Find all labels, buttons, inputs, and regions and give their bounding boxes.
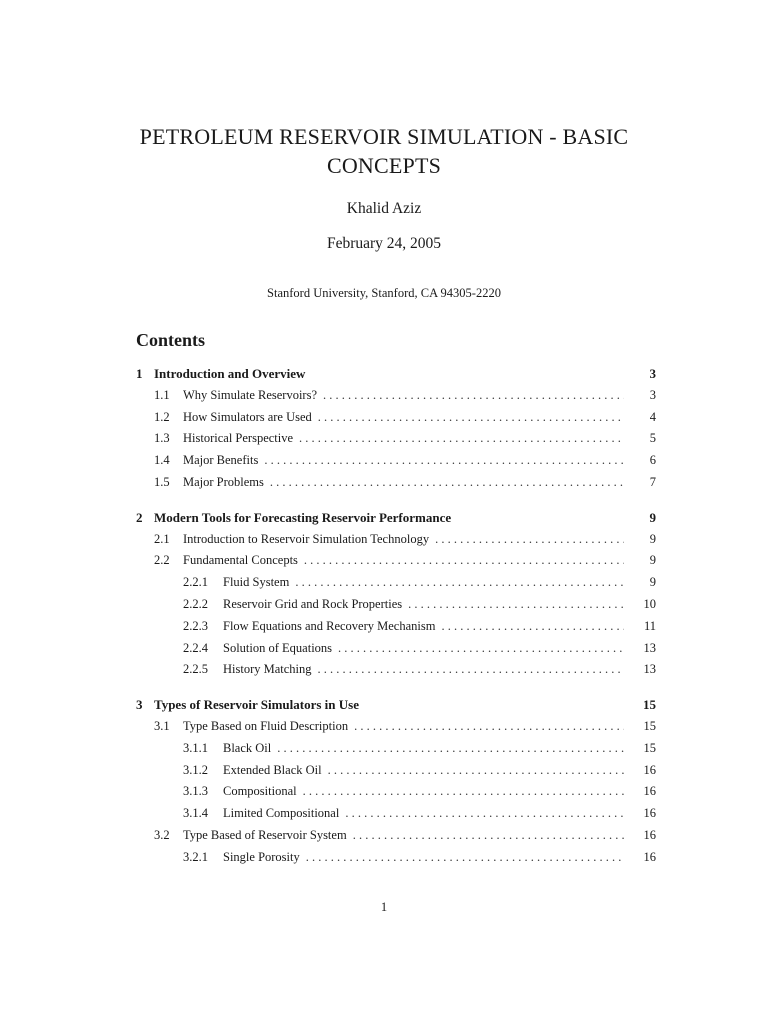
toc-entry-title: Modern Tools for Forecasting Reservoir Performance [154, 509, 452, 525]
toc-dot-leader [345, 806, 624, 821]
toc-entry-number: 1.1 [154, 387, 170, 402]
toc-entry-page: 15 [643, 697, 656, 713]
toc-entry-page: 13 [643, 640, 656, 655]
toc-entry-number: 2.2.1 [183, 575, 208, 590]
toc-entry-page: 16 [643, 784, 656, 799]
toc-section [136, 366, 656, 497]
toc-entry-number: 2.2.4 [183, 640, 208, 655]
toc-entry-title: Solution of Equations [223, 640, 333, 655]
toc-entry-page: 15 [643, 740, 656, 755]
toc-entry-number: 1.5 [154, 474, 170, 489]
toc-entry-page: 16 [643, 806, 656, 821]
toc-entry-page: 5 [649, 431, 656, 446]
title-line-2: CONCEPTS [326, 153, 442, 178]
toc-entry-page: 7 [649, 474, 656, 489]
toc-subsubsection-row[interactable] [136, 806, 656, 828]
toc-entry-number: 2.2.3 [183, 618, 208, 633]
toc-section [136, 510, 656, 684]
toc-dot-leader [441, 619, 624, 634]
toc-entry-title: Fundamental Concepts [183, 553, 298, 568]
toc-entry-title: Introduction to Reservoir Simulation Technology [183, 531, 430, 546]
toc-entry-page: 11 [643, 618, 656, 633]
toc-dot-leader [354, 719, 624, 734]
toc-entry-title: Fluid System [223, 575, 290, 590]
toc-entry-page: 9 [649, 531, 656, 546]
toc-subsection-row[interactable] [136, 532, 656, 554]
toc-entry-title: History Matching [223, 662, 312, 677]
toc-subsection-row[interactable] [136, 453, 656, 475]
toc-entry-number: 3.1.2 [183, 762, 208, 777]
title-line-1: PETROLEUM RESERVOIR SIMULATION - BASIC [139, 124, 629, 149]
toc-dot-leader [277, 741, 624, 756]
toc-entry-page: 16 [643, 849, 656, 864]
toc-entry-number: 3.1.1 [183, 740, 208, 755]
toc-entry-number: 3.1.4 [183, 806, 208, 821]
toc-entry-number: 2.2.2 [183, 596, 208, 611]
toc-dot-leader [304, 553, 624, 568]
author: Khalid Aziz [346, 200, 422, 217]
page-number: 1 [380, 900, 388, 914]
toc-subsubsection-row[interactable] [136, 763, 656, 785]
toc-subsection-row[interactable] [136, 553, 656, 575]
toc-entry-title: Flow Equations and Recovery Mechanism [223, 618, 436, 633]
toc-entry-title: Extended Black Oil [223, 762, 322, 777]
toc-subsubsection-row[interactable] [136, 741, 656, 763]
toc-entry-number: 1.4 [154, 453, 170, 468]
table-of-contents [136, 366, 656, 885]
toc-subsection-row[interactable] [136, 828, 656, 850]
toc-section-row[interactable] [136, 697, 656, 719]
toc-entry-page: 9 [649, 575, 656, 590]
toc-subsection-row[interactable] [136, 431, 656, 453]
toc-entry-number: 1.2 [154, 409, 170, 424]
toc-entry-title: Type Based of Reservoir System [183, 827, 347, 842]
date: February 24, 2005 [326, 235, 442, 252]
toc-entry-number: 3.2.1 [183, 849, 208, 864]
toc-dot-leader [295, 575, 624, 590]
toc-subsubsection-row[interactable] [136, 784, 656, 806]
toc-entry-page: 13 [643, 662, 656, 677]
toc-entry-page: 3 [649, 366, 656, 381]
toc-entry-page: 15 [643, 718, 656, 733]
toc-entry-title: Type Based on Fluid Description [183, 718, 349, 733]
affiliation: Stanford University, Stanford, CA 94305-2220 [267, 286, 501, 300]
toc-section [136, 697, 656, 871]
toc-subsection-row[interactable] [136, 410, 656, 432]
toc-dot-leader [323, 388, 624, 403]
toc-entry-page: 9 [649, 509, 656, 525]
toc-entry-number: 3.1 [154, 718, 170, 733]
toc-dot-leader [318, 662, 624, 677]
toc-dot-leader [435, 532, 624, 547]
toc-entry-title: Compositional [223, 784, 297, 799]
document-title [0, 122, 768, 180]
contents-heading: Contents [136, 330, 206, 350]
toc-entry-number: 3.1.3 [183, 784, 208, 799]
toc-entry-number: 1.3 [154, 431, 170, 446]
toc-dot-leader [303, 784, 624, 799]
toc-entry-number: 2 [136, 509, 143, 525]
toc-entry-title: Major Benefits [183, 453, 259, 468]
toc-entry-title: Types of Reservoir Simulators in Use [154, 697, 359, 713]
toc-entry-page: 16 [643, 827, 656, 842]
toc-dot-leader [306, 850, 624, 865]
toc-dot-leader [264, 453, 624, 468]
toc-subsubsection-row[interactable] [136, 575, 656, 597]
toc-entry-title: Major Problems [183, 474, 264, 489]
toc-subsubsection-row[interactable] [136, 597, 656, 619]
toc-dot-leader [338, 641, 624, 656]
toc-section-row[interactable] [136, 510, 656, 532]
toc-entry-page: 9 [649, 553, 656, 568]
toc-dot-leader [270, 475, 624, 490]
toc-entry-title: Why Simulate Reservoirs? [183, 387, 317, 402]
toc-entry-title: Single Porosity [223, 849, 300, 864]
toc-subsubsection-row[interactable] [136, 619, 656, 641]
toc-subsubsection-row[interactable] [136, 850, 656, 872]
toc-subsection-row[interactable] [136, 388, 656, 410]
toc-dot-leader [353, 828, 624, 843]
toc-entry-number: 2.1 [154, 531, 170, 546]
toc-entry-page: 6 [649, 453, 656, 468]
toc-entry-title: Reservoir Grid and Rock Properties [223, 596, 403, 611]
toc-section-row[interactable] [136, 366, 656, 388]
toc-entry-title: How Simulators are Used [183, 409, 312, 424]
toc-entry-title: Black Oil [223, 740, 272, 755]
toc-entry-page: 3 [649, 387, 656, 402]
toc-entry-title: Limited Compositional [223, 806, 340, 821]
toc-dot-leader [408, 597, 624, 612]
toc-entry-number: 2.2 [154, 553, 170, 568]
toc-dot-leader [299, 431, 624, 446]
toc-subsection-row[interactable] [136, 719, 656, 741]
toc-dot-leader [318, 410, 624, 425]
toc-entry-title: Introduction and Overview [154, 366, 306, 381]
toc-entry-number: 3 [136, 697, 143, 713]
toc-entry-number: 3.2 [154, 827, 170, 842]
toc-dot-leader [328, 763, 624, 778]
toc-subsubsection-row[interactable] [136, 662, 656, 684]
toc-entry-page: 4 [649, 409, 656, 424]
toc-entry-page: 10 [643, 596, 656, 611]
toc-entry-title: Historical Perspective [183, 431, 294, 446]
toc-subsubsection-row[interactable] [136, 641, 656, 663]
toc-entry-number: 2.2.5 [183, 662, 208, 677]
toc-entry-number: 1 [136, 366, 143, 381]
toc-subsection-row[interactable] [136, 475, 656, 497]
toc-entry-page: 16 [643, 762, 656, 777]
